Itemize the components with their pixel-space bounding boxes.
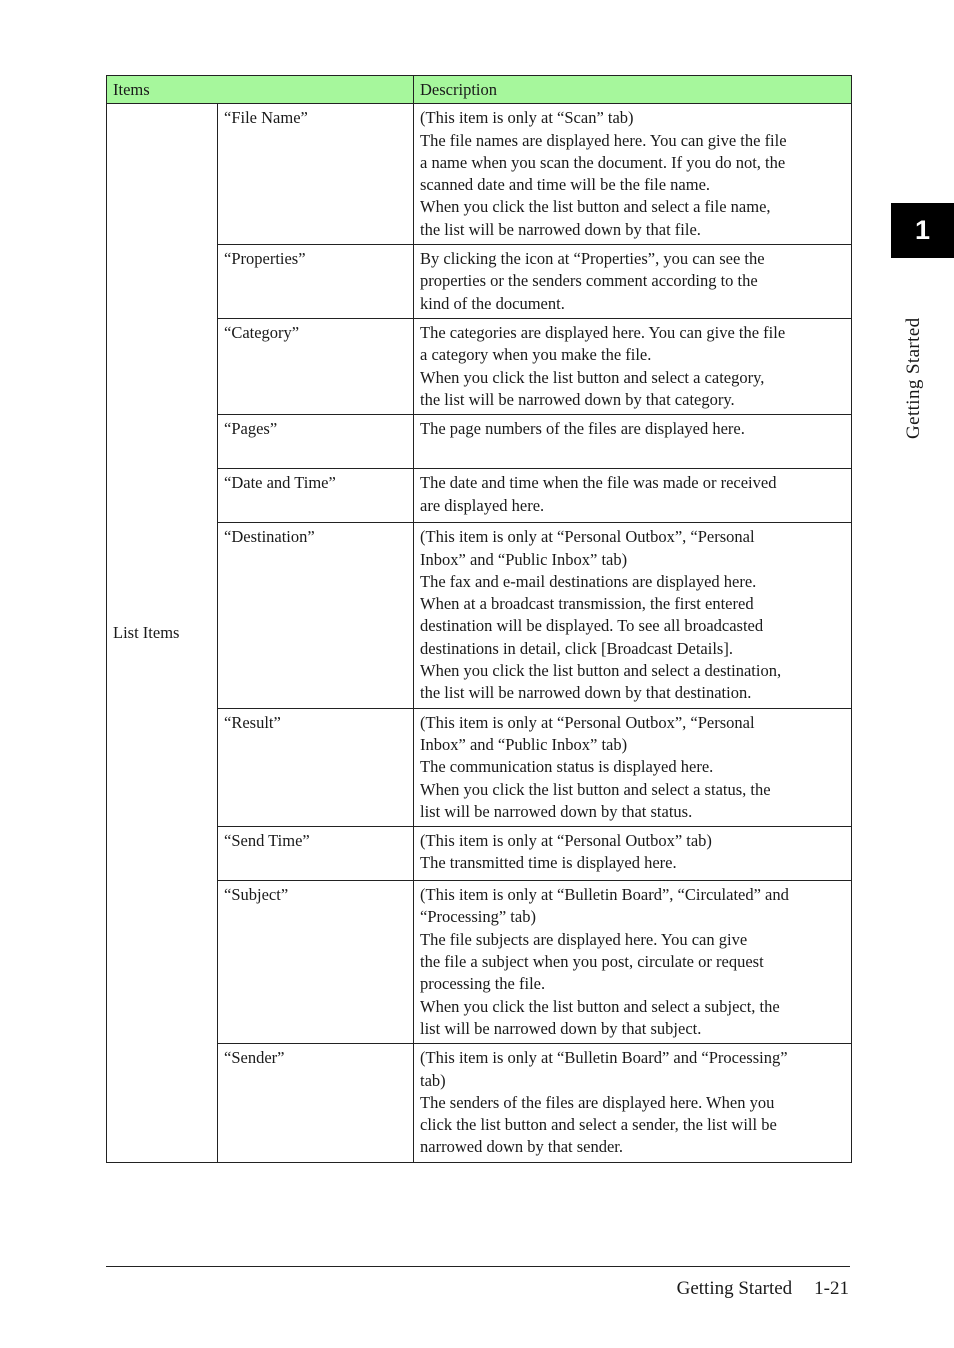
description-line: The communication status is displayed here. [420,757,714,777]
description-line: the list will be narrowed down by that file. [420,219,701,239]
description-line: The transmitted time is displayed here. [420,853,677,873]
item-name: “Pages” [218,415,414,469]
description-line: When you click the list button and select a status, the [420,779,771,799]
table-row [107,104,852,245]
description-line: properties or the senders comment according to the [420,271,758,291]
footer-page-number: 1-21 [814,1278,849,1299]
description-line: destination will be displayed. To see all broadcasted [420,616,764,636]
description-line: Inbox” and “Public Inbox” tab) [420,734,628,754]
header-items: Items [107,76,414,104]
description-line: The fax and e-mail destinations are displayed here. [420,571,757,591]
item-name: “Result” [218,708,414,826]
description-line: When you click the list button and select a category, [420,367,765,387]
description-line: (This item is only at “Personal Outbox”, “Personal [420,712,755,732]
description-line: list will be narrowed down by that subject. [420,1018,702,1038]
item-name: “Sender” [218,1044,414,1163]
description-line: scanned date and time will be the file name. [420,175,711,195]
description-line: When you click the list button and select a destination, [420,661,782,681]
description-line: a name when you scan the document. If you do not, the [420,152,786,172]
item-name: “File Name” [218,104,414,245]
description-line: the list will be narrowed down by that destination. [420,683,752,703]
item-description [414,104,852,245]
description-line: processing the file. [420,974,546,994]
description-line: When at a broadcast transmission, the first entered [420,594,754,614]
description-line: (This item is only at “Bulletin Board” and “Processing” [420,1048,788,1068]
description-line: The file subjects are displayed here. You can give [420,929,748,949]
table-row [107,319,852,415]
description-line: are displayed here. [420,495,545,515]
description-line: When you click the list button and select a subject, the [420,996,780,1016]
description-line: click the list button and select a sender, the list will be [420,1115,777,1135]
item-name: “Properties” [218,245,414,319]
description-line: the file a subject when you post, circulate or request [420,952,764,972]
item-description [414,881,852,1044]
description-line: The date and time when the file was made or received [420,473,777,493]
description-line: The senders of the files are displayed here. When you [420,1092,775,1112]
table-row [107,881,852,1044]
list-items-table [106,75,852,1163]
item-description [414,1044,852,1163]
table-row [107,708,852,826]
table-row [107,245,852,319]
item-description [414,245,852,319]
table-row [107,415,852,469]
description-line: When you click the list button and select a file name, [420,197,771,217]
item-name: “Category” [218,319,414,415]
group-label-list-items: List Items [107,104,218,1163]
table-header-row [107,76,852,104]
table-row [107,1044,852,1163]
description-line: “Processing” tab) [420,907,536,927]
chapter-number-tab: 1 [891,203,954,258]
page-footer [677,1278,849,1300]
table-row [107,827,852,881]
description-line: By clicking the icon at “Properties”, you can see the [420,249,765,269]
description-line: The categories are displayed here. You can give the file [420,323,786,343]
item-description [414,415,852,469]
table-row [107,469,852,523]
footer-rule [106,1266,850,1267]
item-name: “Subject” [218,881,414,1044]
chapter-side-label: Getting Started [903,317,924,439]
description-line: a category when you make the file. [420,345,652,365]
item-description [414,708,852,826]
item-description [414,469,852,523]
item-name: “Date and Time” [218,469,414,523]
description-line: tab) [420,1070,446,1090]
description-line: the list will be narrowed down by that category. [420,389,735,409]
description-line: (This item is only at “Personal Outbox”, “Personal [420,527,755,547]
header-description: Description [414,76,852,104]
item-description [414,523,852,708]
description-line: (This item is only at “Bulletin Board”, “Circulated” and [420,885,789,905]
item-description [414,827,852,881]
description-line: The page numbers of the files are displayed here. [420,419,745,439]
description-line: list will be narrowed down by that status. [420,801,693,821]
description-line: kind of the document. [420,293,565,313]
item-name: “Destination” [218,523,414,708]
description-line: (This item is only at “Personal Outbox” tab) [420,831,712,851]
footer-section: Getting Started [676,1278,793,1299]
description-line: narrowed down by that sender. [420,1137,624,1157]
description-line: destinations in detail, click [Broadcast Details]. [420,638,733,658]
description-line: The file names are displayed here. You can give the file [420,130,787,150]
item-name: “Send Time” [218,827,414,881]
description-line: (This item is only at “Scan” tab) [420,108,634,128]
description-line: Inbox” and “Public Inbox” tab) [420,549,628,569]
item-description [414,319,852,415]
table-row [107,523,852,708]
